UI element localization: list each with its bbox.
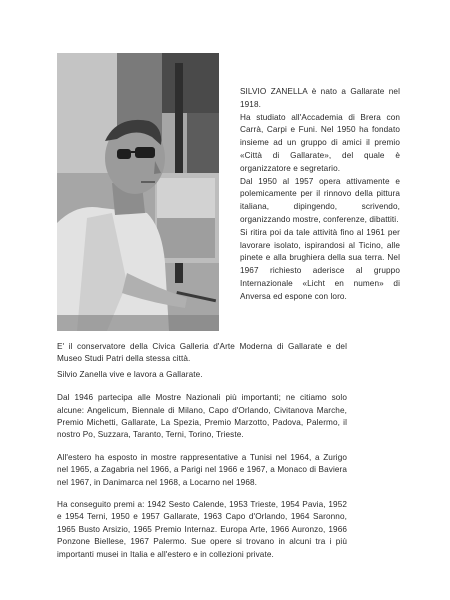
bio-paragraph-retreat: Si ritira poi da tale attività fino al 1961 per lavorare isolato, ispirandosi al Ticino, alle pinete e alla brughiera della sua terra. Nel 1967 richiesto aderisce al gruppo Internazionale «Licht en numen» di Anversa ed espone con loro. xyxy=(240,227,400,301)
body-paragraph-national-shows: Dal 1946 partecipa alle Mostre Nazionali più importanti; ne citiamo solo alcune: Angelicum, Biennale di Milano, Capo d'Orlando, Civitanova Marche, Premio Michetti, Gallarate, La Spezia, Premio Marzotto, Padova, Palermo, il nostro Po, Suzzara, Taranto, Terni, Torino, Trieste. xyxy=(57,393,347,440)
bio-paragraph-birth: SILVIO ZANELLA è nato a Gallarate nel 1918. xyxy=(240,87,400,109)
artist-portrait-photo xyxy=(57,53,219,331)
biography-body xyxy=(57,341,347,570)
bio-paragraph-education: Ha studiato all'Accademia di Brera con Carrà, Carpi e Funi. Nel 1950 ha fondato insieme ad un gruppo di amici il premio «Città di Gallarate», del quale è organizzatore e segretario. xyxy=(240,112,400,173)
bio-paragraph-activity: Dal 1950 al 1957 opera attivamente e polemicamente per il rinnovo della pittura italiana, dipingendo, scrivendo, organizzando mostre, conferenze, dibattiti. xyxy=(240,176,400,224)
body-paragraph-residence: Silvio Zanella vive e lavora a Gallarate. xyxy=(57,369,203,379)
body-paragraph-foreign-shows: All'estero ha esposto in mostre rappresentative a Tunisi nel 1964, a Zurigo nel 1965, a Zagabria nel 1966, a Parigi nel 1966 e 1967, a Monaco di Baviera nel 1967, in Danimarca nel 1968, a Locarno nel 1968. xyxy=(57,452,347,487)
body-paragraph-awards: Ha conseguito premi a: 1942 Sesto Calende, 1953 Trieste, 1954 Pavia, 1952 e 1954 Terni, 1950 e 1957 Gallarate, 1963 Capo d'Orlando, 1964 Saronno, 1965 Busto Arsizio, 1965 Premio Internaz. Europa Arte, 1966 Auronzo, 1966 Ponzone Biellese, 1967 Palermo. Sue opere si trovano in alcuni tra i più importanti musei in Italia e all'estero e in collezioni private. xyxy=(57,500,347,559)
portrait-illustration xyxy=(57,53,219,331)
body-paragraph-curator: E' il conservatore della Civica Galleria d'Arte Moderna di Gallarate e del Museo Studi Patri della stessa città. xyxy=(57,342,347,364)
biography-sidebar xyxy=(240,86,400,304)
